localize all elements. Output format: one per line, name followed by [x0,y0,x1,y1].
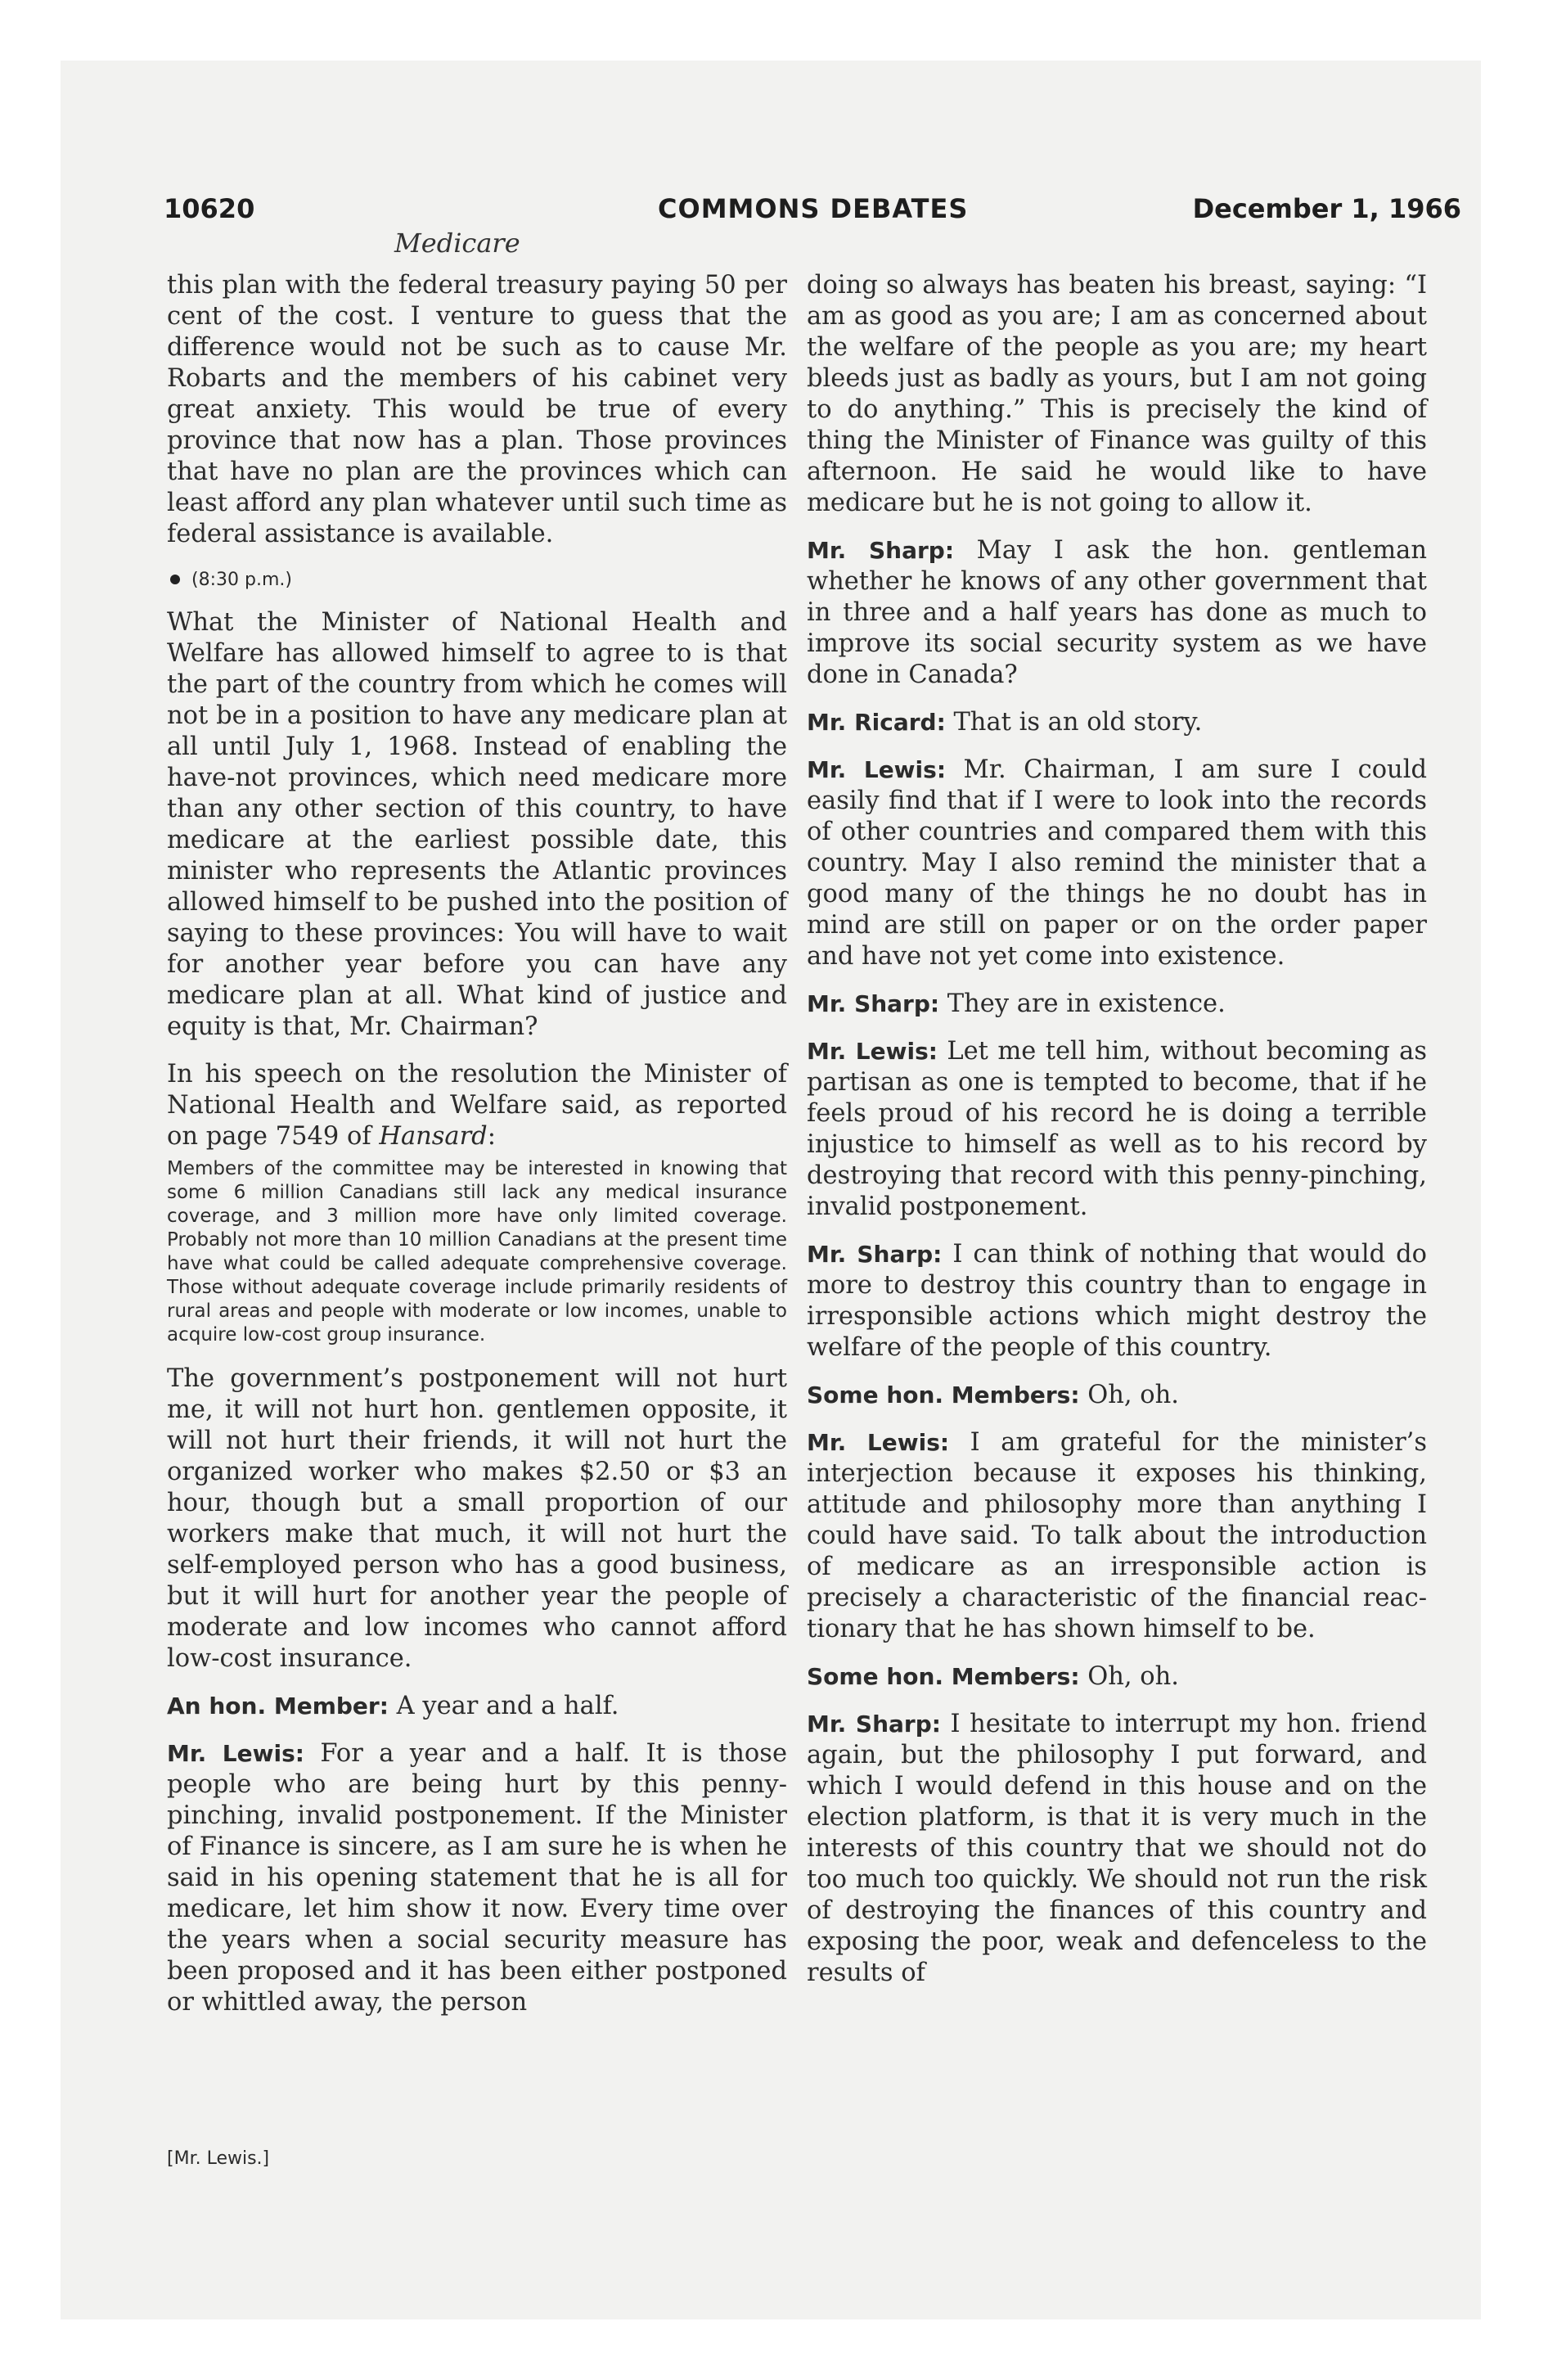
speech-text: I hesitate to interrupt my hon. friend again, but the philosophy I put forward, and which I would defend in this house and on the election platform, is that it is very much in the interests of this country that we should not do too much too quickly. We should not run the risk of destroying the finances of this country and exposing the poor, weak and defenceless to the results of [807,1710,1427,1987]
speech [807,535,1427,691]
paragraph: What the Minister of National Health and Welfare has allowed himself to agree to is that the part of the country from which he comes will not be in a position to have any medicare plan at all until July 1, 1968. Instead of enabling the have-not provinces, which need medicare more than any other section of this country, to have medicare at the earliest possible date, this minister who represents the Atlantic provinces allowed himself to be pushed into the position of saying to these provinces: You will have to wait for another year before you can have any medicare plan at all. What kind of justice and equity is that, Mr. Chairman? [167,608,787,1041]
speaker-name: Mr. Lewis: [807,1429,950,1456]
speech-text: I am grateful for the minister’s interjection because it exposes his thinking, attitude and philosophy more than anything I could have said. To talk about the introduction of medicare as an irresponsible action is precisely a characteristic of the financial reactionary that he has shown himself to be. [807,1428,1427,1643]
speech [807,989,1427,1020]
speech-text: May I ask the hon. gentleman whether he knows of any other government that in three and a half years has done as much to improve its social security system as we have done in Canada? [807,536,1427,689]
time-marker-text: (8:30 p.m.) [191,570,292,590]
speech-text: That is an old story. [945,708,1203,737]
speech-text: Let me tell him, without becoming as partisan as one is tempted to become, that if he feels proud of his record he is doing a terrible injustice to himself as well as to his record by destroying that record with this penny-pinching, invalid postponement. [807,1037,1427,1221]
speaker-name: Mr. Sharp: [807,1711,941,1738]
speaker-name: Mr. Lewis: [807,756,947,783]
speech-text: Oh, oh. [1079,1662,1179,1691]
speech-text: I can think of nothing that would do more to destroy this country than to engage in irresponsible actions which might destroy the welfare of the people of this country. [807,1240,1427,1362]
speech-text: Mr. Chairman, I am sure I could easily find that if I were to look into the records of other countries and compared them with this country. May I also remind the minister that a good many of the things he no doubt has in mind are still on paper or on the order paper and have not yet come into existence. [807,755,1427,971]
speech [807,1239,1427,1364]
speech-text: They are in existence. [939,989,1226,1018]
paragraph-text: In his speech on the resolution the Minister of National Health and Welfare said, as reported on page 7549 of [167,1060,787,1151]
right-column [807,270,1427,2005]
page-header [164,193,1461,229]
speaker-name: An hon. Member: [167,1693,389,1720]
speaker-name: Mr. Sharp: [807,990,940,1017]
speaker-name: Some hon. Members: [807,1382,1080,1409]
speech [807,1380,1427,1411]
paragraph [167,1059,787,1152]
paragraph-text: : [487,1122,496,1151]
speech [807,1036,1427,1223]
speaker-name: Mr. Sharp: [807,537,955,564]
speech-text: For a year and a half. It is those people who are being hurt by this penny-pinching, invalid postponement. If the Minister of Finance is sincere, as I am sure he is when he said in his opening statement that he is all for medicare, let him show it now. Every time over the years when a social security measure has been proposed and it has been either postponed or whittled away, the person [167,1739,787,2017]
left-column [167,270,787,2035]
speaker-name: Mr. Ricard: [807,709,946,736]
page-number: 10620 [164,193,255,224]
paragraph: doing so always has beaten his breast, saying: “I am as good as you are; I am as concerned about the welfare of the people as you are; my heart bleeds just as badly as yours, but I am not going to do anything.” This is precisely the kind of thing the Minister of Finance was guilty of this afternoon. He said he would like to have medicare but he is not going to allow it. [807,271,1427,517]
hansard-reference: Hansard [379,1122,488,1151]
bullet-icon [170,575,180,584]
speech-text: Oh, oh. [1079,1381,1179,1409]
speech [807,1709,1427,1989]
subject-heading: Medicare [394,228,520,259]
speech [167,1691,787,1722]
speech [807,755,1427,972]
speaker-name: Some hon. Members: [807,1663,1080,1690]
speech [807,707,1427,738]
footer-speaker-note: [Mr. Lewis.] [167,2148,270,2169]
speech-text: A year and a half. [388,1692,619,1720]
speaker-name: Mr. Lewis: [167,1740,304,1767]
page-date: December 1, 1966 [1192,193,1461,224]
speech [807,1427,1427,1645]
speaker-name: Mr. Lewis: [807,1038,938,1065]
speech [807,1661,1427,1693]
paragraph: this plan with the federal treasury paying 50 per cent of the cost. I venture to guess that the difference would not be such as to cause Mr. Robarts and the members of his cabinet very great anxiety. This would be true of every province that now has a plan. Those provinces that have no plan are the provinces which can least afford any plan whatever until such time as federal assistance is available. [167,271,787,548]
block-quote: Members of the committee may be interested in knowing that some 6 million Canadians still lack any medical insurance coverage, and 3 million more have only limited coverage. Probably not more than 10 million Canadians at the present time have what could be called adequate comprehensive coverage. Those without adequate coverage include primarily residents of rural areas and people with moderate or low incomes, unable to acquire low-cost group insurance. [167,1158,787,1346]
time-marker [167,565,787,596]
speaker-name: Mr. Sharp: [807,1241,943,1268]
speech [167,1738,787,2018]
paragraph: The government’s postponement will not hurt me, it will not hurt hon. gentlemen opposite, it will not hurt their friends, it will not hurt the organized worker who makes $2.50 or $3 an hour, though but a small proportion of our workers make that much, it will not hurt the self-employed person who has a good business, but it will hurt for another year the people of moderate and low incomes who cannot afford low-cost insurance. [167,1364,787,1673]
publication-title: COMMONS DEBATES [658,193,969,224]
